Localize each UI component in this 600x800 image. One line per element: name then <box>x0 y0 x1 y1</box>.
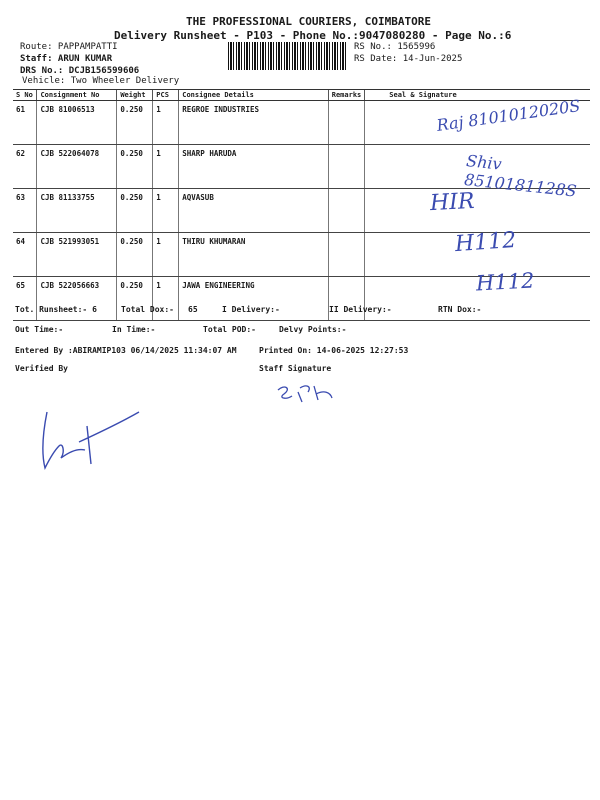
col-weight: Weight <box>117 90 153 101</box>
out-time: Out Time:- <box>15 325 64 334</box>
handwritten-signature: H112 <box>475 268 535 296</box>
cell-remarks <box>328 101 365 145</box>
in-time: In Time:- <box>112 325 156 334</box>
tot-runsheet: Tot. Runsheet:- 6 <box>15 305 97 314</box>
cell-pcs: 1 <box>153 101 179 145</box>
cell-weight: 0.250 <box>117 189 153 233</box>
staff-label: Staff: ARUN KUMAR <box>20 54 113 64</box>
ii-delivery: II Delivery:- <box>329 305 392 314</box>
col-remarks: Remarks <box>328 90 365 101</box>
printed-on: Printed On: 14-06-2025 12:27:53 <box>259 346 409 355</box>
cell-sno: 62 <box>13 145 37 189</box>
cell-consignment: CJB 521993051 <box>37 233 117 277</box>
cell-weight: 0.250 <box>117 233 153 277</box>
cell-pcs: 1 <box>153 233 179 277</box>
cell-remarks <box>328 233 365 277</box>
route-label: Route: PAPPAMPATTI <box>20 42 118 52</box>
handwritten-signature: H112 <box>454 227 517 258</box>
table-row <box>13 189 590 233</box>
col-signature: Seal & Signature <box>365 90 590 101</box>
drs-number: DRS No.: DCJB156599606 <box>20 66 140 76</box>
runsheet-subtitle: Delivery Runsheet - P103 - Phone No.:9047080280 - Page No.:6 <box>114 29 512 42</box>
cell-weight: 0.250 <box>117 101 153 145</box>
vehicle-label: Vehicle: Two Wheeler Delivery <box>22 76 180 86</box>
cell-consignee: AQVASUB <box>179 189 329 233</box>
rs-date: RS Date: 14-Jun-2025 <box>354 54 463 64</box>
cell-weight: 0.250 <box>117 145 153 189</box>
cell-remarks <box>328 189 365 233</box>
cell-remarks <box>328 145 365 189</box>
delvy-points: Delvy Points:- <box>279 325 347 334</box>
cell-consignee: THIRU KHUMARAN <box>179 233 329 277</box>
handwritten-signature: Shiv 8510181128S <box>463 151 578 201</box>
cell-consignee: SHARP HARUDA <box>179 145 329 189</box>
rtn-dox: RTN Dox:- <box>438 305 482 314</box>
cell-sno: 65 <box>13 277 37 321</box>
rs-number: RS No.: 1565996 <box>354 42 436 52</box>
cell-weight: 0.250 <box>117 277 153 321</box>
cell-sno: 64 <box>13 233 37 277</box>
handwritten-signature: Raj 8101012020S <box>435 96 582 135</box>
col-consignee: Consignee Details <box>179 90 329 101</box>
total-dox-value: 65 <box>188 305 198 314</box>
verifier-signature-scribble <box>35 402 145 474</box>
staff-signature-scribble <box>270 380 340 410</box>
cell-sno: 63 <box>13 189 37 233</box>
handwritten-signature: HIR <box>429 188 476 217</box>
i-delivery: I Delivery:- <box>222 305 280 314</box>
entered-by: Entered By :ABIRAMIP103 06/14/2025 11:34:07 AM <box>15 346 237 355</box>
cell-consignment: CJB 81133755 <box>37 189 117 233</box>
cell-pcs: 1 <box>153 145 179 189</box>
staff-signature-label: Staff Signature <box>259 364 332 373</box>
cell-pcs: 1 <box>153 189 179 233</box>
total-pod: Total POD:- <box>203 325 256 334</box>
cell-consignment: CJB 522064078 <box>37 145 117 189</box>
col-pcs: PCS <box>153 90 179 101</box>
cell-consignment: CJB 522056663 <box>37 277 117 321</box>
table-header-row <box>13 90 590 101</box>
col-consignment: Consignment No <box>37 90 117 101</box>
cell-consignee: REGROE INDUSTRIES <box>179 101 329 145</box>
col-sno: S No <box>13 90 37 101</box>
cell-consignee: JAWA ENGINEERING <box>179 277 329 321</box>
verified-by: Verified By <box>15 364 68 373</box>
cell-sno: 61 <box>13 101 37 145</box>
barcode <box>228 42 346 70</box>
cell-consignment: CJB 81006513 <box>37 101 117 145</box>
company-title: THE PROFESSIONAL COURIERS, COIMBATORE <box>186 15 432 28</box>
cell-pcs: 1 <box>153 277 179 321</box>
total-dox-label: Total Dox:- <box>121 305 174 314</box>
